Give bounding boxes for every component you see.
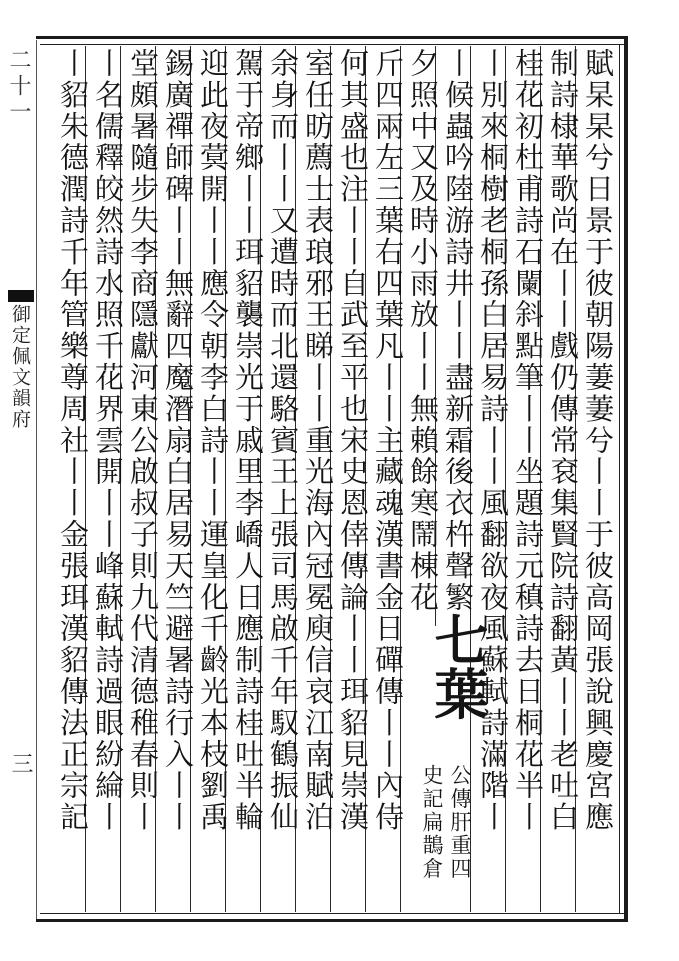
- text-column-11: 駕于帝鄉丨丨珥貂襲崇光于戚里李嶠人日應制詩桂吐半輪: [231, 48, 265, 833]
- folio-number: 三: [8, 752, 33, 774]
- text-column-16: 丨貂朱德潤詩千年管樂尊周社丨丨金張珥漢貂傳法正宗記: [56, 48, 90, 833]
- text-column-8: 何其盛也注丨丨自武至平也宋史恩倖傳論丨丨珥貂見崇漢: [336, 48, 370, 833]
- text-column-2: 制詩棣華歌尚在丨丨戲仍傳常袞集賢院詩翻黃丨丨老吐白: [546, 48, 580, 833]
- text-column-3: 桂花初杜甫詩石闌斜點筆丨丨坐題詩元稹詩去日桐花半丨: [511, 48, 545, 833]
- text-column-7: 斤四兩左三葉右四葉凡丨丨主藏魂漢書金日磾傳丨丨內侍: [371, 48, 405, 833]
- text-column-1: 賦杲杲兮日景于彼朝陽萋萋兮丨丨于彼高岡張說興慶宮應: [581, 48, 615, 833]
- text-column-6: 夕照中又及時小雨放丨丨無賴餘寒鬧棟花: [406, 48, 440, 614]
- heading-note-right: 公傳肝重四: [448, 764, 472, 881]
- frame-rule-top: [40, 44, 624, 45]
- text-column-13: 錫廣禪師碑丨丨無辭四魔潛扇白居易天竺避暑詩行入丨丨: [161, 48, 195, 833]
- text-column-15: 丨名儒釋皎然詩水照千花界雲開丨丨峰蘇軾詩過眼紛綸丨: [91, 48, 125, 833]
- fish-tail-mark: [8, 290, 34, 302]
- text-column-12: 迎此夜蓂開丨丨應令朝李白詩丨丨運皇化千齡光本枝劉禹: [196, 48, 230, 833]
- frame-rule-right: [619, 44, 620, 913]
- text-column-5: 丨候蟲吟陸游詩井丨丨盡新霜後衣杵聲繁: [441, 48, 475, 614]
- heading-note-left: 史記扁鵲倉: [420, 764, 444, 881]
- fold-volume-label: 二十一: [6, 48, 31, 126]
- heading-entry: [414, 612, 490, 762]
- text-column-4: 丨別來桐樹老桐孫白居易詩丨丨風翻欲夜風蘇軾詩滿階丨: [476, 48, 510, 833]
- heading-label: 七葉: [426, 612, 490, 720]
- text-column-10: 余身而丨丨又遭時而北還駱賓王上張司馬啟千年馭鶴振仙: [266, 48, 300, 833]
- frame-rule-bottom: [40, 913, 624, 914]
- text-column-9: 室任昉薦士表琅邪王睇丨丨重光海內冠冕庾信哀江南賦泊: [301, 48, 335, 833]
- book-title: 御定佩文韻府: [9, 304, 31, 430]
- text-column-14: 堂頗暑隨步失李商隱獻河東公啟叔子則九代清德稚春則丨: [126, 48, 160, 833]
